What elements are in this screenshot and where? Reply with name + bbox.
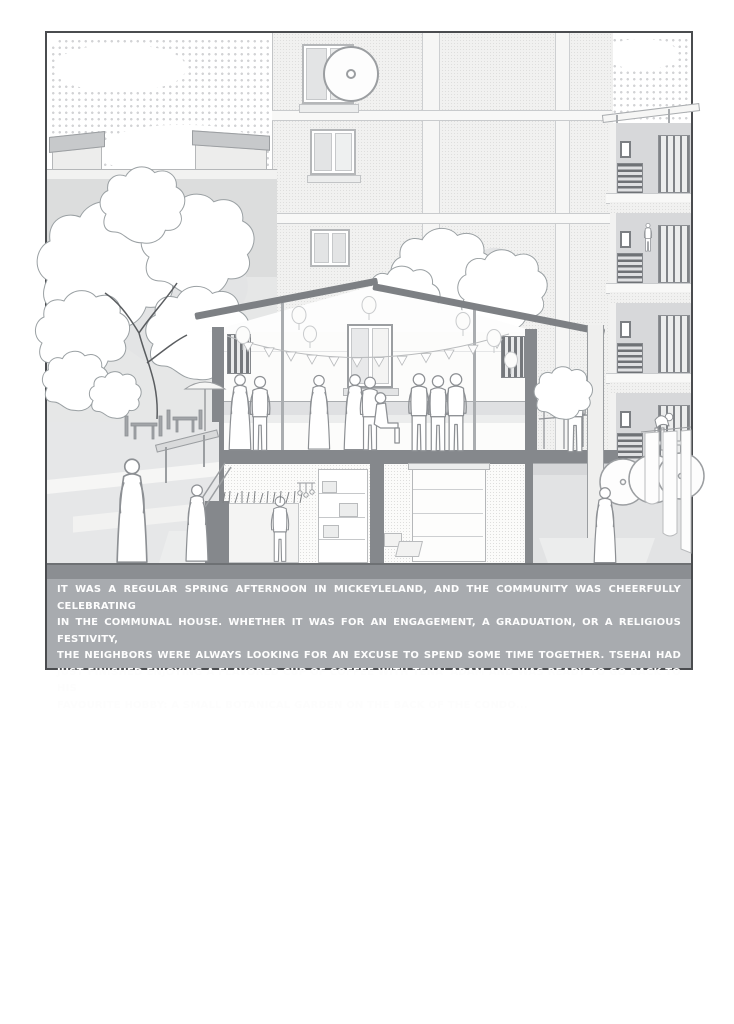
caption-line: THE NEIGHBORS WERE ALWAYS LOOKING FOR AN EXCUSE TO SPEND SOME TIME TOGETHER. TSEHAI HAD — [57, 650, 681, 661]
courtyard-people-left — [117, 459, 208, 562]
porch-shrub — [534, 367, 592, 420]
caption-line: IN THE COMMUNAL HOUSE. WHETHER IT WAS FOR AN ENGAGEMENT, A GRADUATION, OR A RELIGIOUS FESTIVITY, — [57, 617, 681, 645]
planter-plants — [223, 491, 302, 503]
caption-line: IT WAS A REGULAR SPRING AFTERNOON IN MICKEYLELAND, AND THE COMMUNITY WAS CHEERFULLY CELEBRATING — [57, 584, 681, 612]
figures-layer — [47, 33, 691, 668]
drawing-frame — [45, 31, 693, 711]
storage-people — [271, 497, 288, 562]
clothesline — [641, 427, 691, 553]
caption-block — [57, 582, 681, 714]
hanging-utensils — [297, 483, 315, 497]
umbrella — [185, 382, 225, 431]
illustration-canvas — [47, 33, 691, 711]
caption-line: FAVOURITE HOBBY: A SMALL BOTANICAL GARDEN ON THE BACK OF THE CONDO... — [57, 699, 528, 711]
balcony-person — [644, 223, 651, 251]
outdoor-furniture — [125, 410, 202, 439]
bunting — [227, 334, 509, 367]
hall-people — [229, 374, 466, 451]
caption-line: JUST FINISHED ENJOYING A FLAVORED CUP OF COFFEE WITH TENA' ADAM AND WAS READY TO GO BACK TO HIS — [57, 666, 681, 694]
